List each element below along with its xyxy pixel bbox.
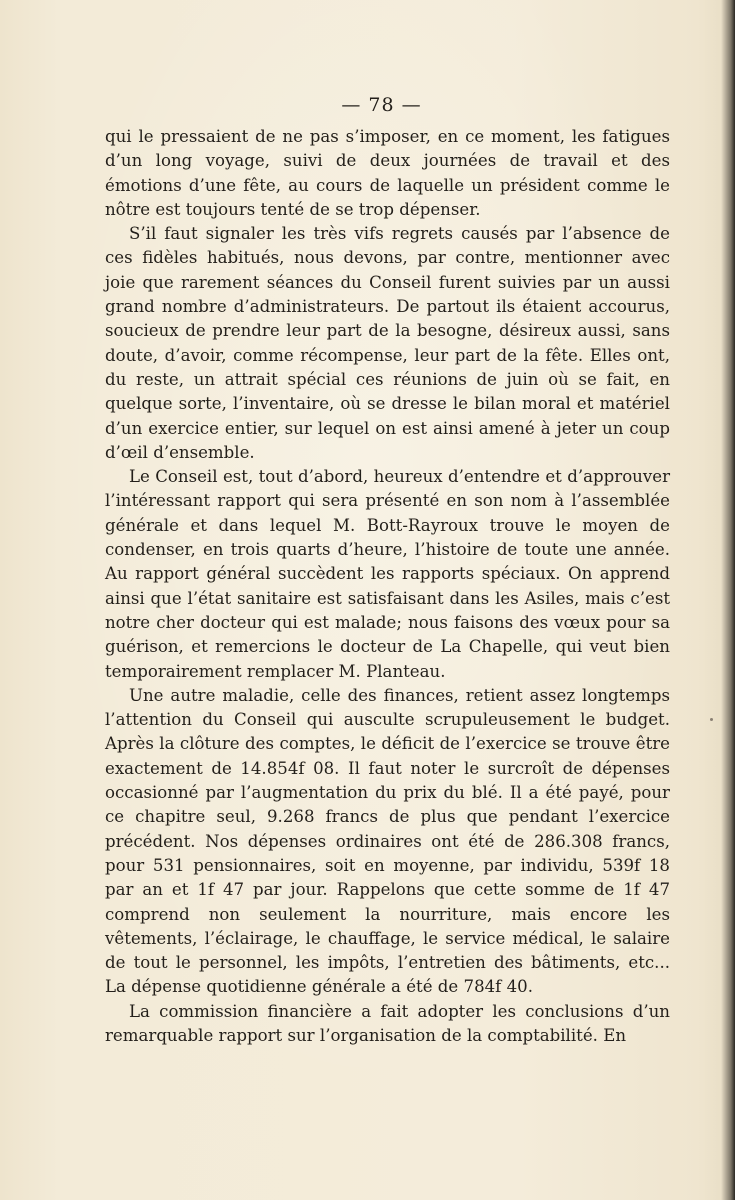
paragraph-3: Le Conseil est, tout d’abord, heureux d’entendre et d’approuver l’intéressant rapport qui sera présenté en son nom à l’assemblée générale et dans lequel M. Bott-Rayroux trouve le moyen de condenser, en trois quarts d’heure, l’histoire de toute une année. Au rapport général succèdent les rapports spéciaux. On apprend ainsi que l’état sanitaire est satisfaisant dans les Asiles, mais c’est notre cher docteur qui est malade; nous faisons des vœux pour sa guérison, et remercions le docteur de La Chapelle, qui veut bien temporairement remplacer M. Planteau. <box>105 467 670 681</box>
paper-speck <box>710 718 713 721</box>
paragraph-2: S’il faut signaler les très vifs regrets causés par l’absence de ces fidèles habitués, nous devons, par contre, mentionner avec joie que rarement séances du Conseil furent suivies par un aussi grand nombre d’administrateurs. De partout ils étaient accourus, soucieux de prendre leur part de la besogne, désireux aussi, sans doute, d’avoir, comme récompense, leur part de la fête. Elles ont, du reste, un attrait spécial ces réunions de juin où se fait, en quelque sorte, l’inventaire, où se dresse le bilan moral et matériel d’un exercice entier, sur lequel on est ainsi amené à jeter un coup d’œil d’ensemble. <box>105 224 670 462</box>
body-text <box>105 125 670 1048</box>
paragraph-5: La commission financière a fait adopter les conclusions d’un remarquable rapport sur l’organisation de la comptabilité. En <box>105 1001 670 1045</box>
page-edge-shadow <box>721 0 735 1200</box>
page-number: — 78 — <box>341 94 422 116</box>
paragraph-1: qui le pressaient de ne pas s’imposer, en ce moment, les fatigues d’un long voyage, suivi de deux journées de travail et des émotions d’une fête, au cours de laquelle un président comme le nôtre est toujours tenté de se trop dépenser. <box>105 127 670 219</box>
paragraph-4: Une autre maladie, celle des finances, retient assez longtemps l’attention du Conseil qui ausculte scrupuleusement le budget. Après la clôture des comptes, le déficit de l’exercice se trouve être exactement de 14.854f 08. Il faut noter le surcroît de dépenses occasionné par l’augmentation du prix du blé. Il a été payé, pour ce chapitre seul, 9.268 francs de plus que pendant l’exercice précédent. Nos dépenses ordinaires ont été de 286.308 francs, pour 531 pensionnaires, soit en moyenne, par individu, 539f 18 par an et 1f 47 par jour. Rappelons que cette somme de 1f 47 comprend non seulement la nourriture, mais encore les vêtements, l’éclairage, le chauffage, le service médical, le salaire de tout le personnel, les impôts, l’entretien des bâtiments, etc... La dépense quotidienne générale a été de 784f 40. <box>105 685 670 997</box>
